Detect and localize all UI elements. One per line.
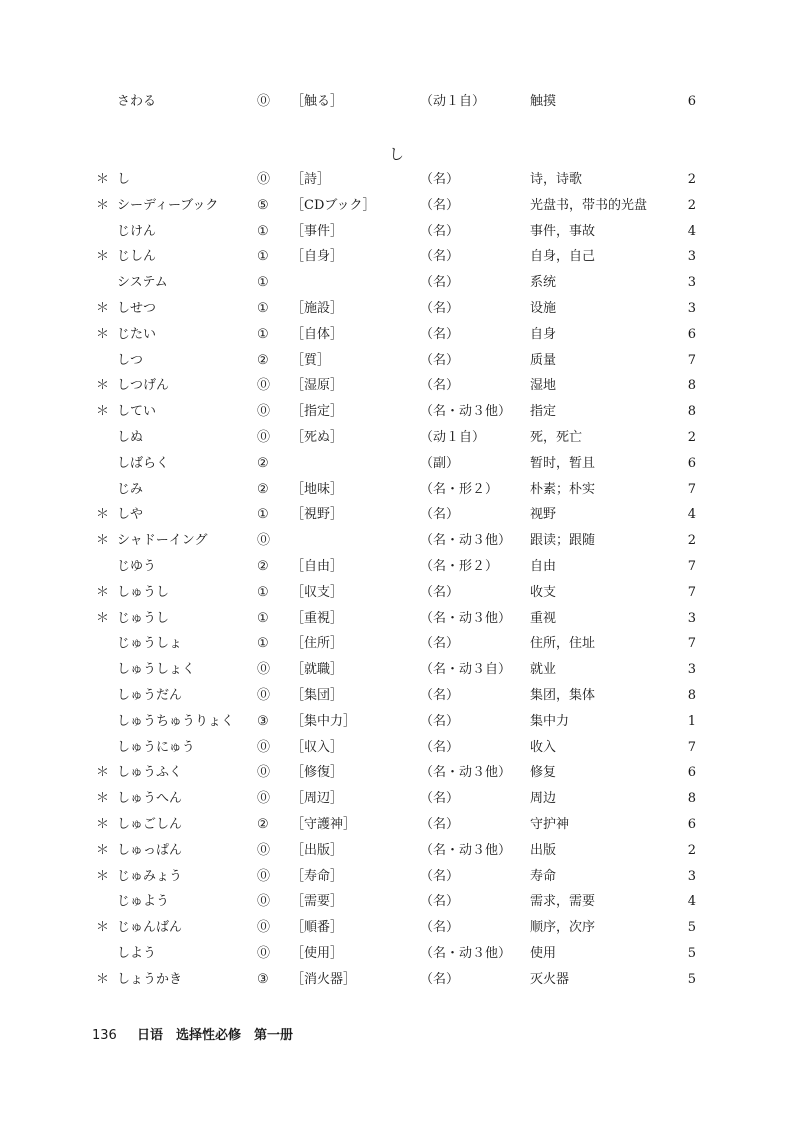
accent-mark: ① [257, 584, 269, 600]
entry-word: しゅうしょく [117, 662, 196, 678]
vocab-entry [0, 322, 800, 348]
accent-mark: ⓪ [257, 430, 271, 445]
part-of-speech: （名） [420, 868, 460, 884]
part-of-speech: （名） [420, 378, 460, 394]
entry-meaning: 就业 [530, 662, 557, 678]
part-of-speech: （名） [420, 817, 460, 832]
entry-kanji: ［自身］ [291, 249, 344, 265]
vocab-entry [0, 967, 800, 993]
star-marker: ＊ [96, 842, 110, 858]
entry-kanji: ［就職］ [291, 662, 344, 678]
accent-mark: ② [257, 817, 269, 832]
entry-word: しゅごしん [117, 817, 183, 832]
accent-mark: ⓪ [257, 920, 271, 936]
entry-word: じみ [117, 481, 144, 497]
page-footer [92, 1024, 293, 1043]
entry-word: じゆう [117, 559, 157, 574]
lesson-number: 6 [687, 326, 696, 342]
entry-word: しつげん [117, 378, 170, 394]
entry-meaning: 事件，事故 [530, 223, 596, 239]
vocab-entry [0, 606, 800, 632]
entry-word: しゅうへん [117, 791, 183, 807]
entry-word: しゅうふく [117, 765, 183, 781]
vocab-entry [0, 528, 800, 554]
entry-meaning: 修复 [530, 765, 557, 781]
entry-meaning: 暂时，暂且 [530, 455, 596, 471]
entry-kanji: ［指定］ [291, 404, 344, 420]
entry-kanji: ［寿命］ [291, 868, 344, 884]
accent-mark: ② [257, 481, 269, 497]
lesson-number: 8 [687, 688, 696, 703]
part-of-speech: （名・动３他） [420, 765, 512, 781]
book-title: 日语 选择性必修 第一册 [136, 1028, 293, 1043]
vocab-entry [0, 838, 800, 864]
entry-word: してい [117, 404, 157, 420]
part-of-speech: （名・动３他） [420, 610, 512, 626]
entry-kanji: ［重視］ [291, 610, 344, 626]
accent-mark: ① [257, 507, 269, 523]
entry-kanji: ［湿原］ [291, 378, 344, 394]
lesson-number: 1 [687, 713, 696, 729]
section-heading: し [389, 145, 405, 163]
accent-mark: ① [257, 249, 269, 265]
entry-word: し [117, 172, 131, 187]
entry-kanji: ［守護神］ [291, 817, 357, 832]
vocab-entry [0, 915, 800, 941]
entry-meaning: 跟读；跟随 [530, 533, 596, 549]
vocab-entry [0, 373, 800, 399]
entry-word: しゅっぱん [117, 842, 183, 858]
part-of-speech: （名） [420, 584, 460, 600]
vocab-entry [0, 889, 800, 915]
part-of-speech: （名） [420, 636, 460, 652]
star-marker: ＊ [96, 301, 110, 316]
entry-meaning: 集中力 [530, 713, 570, 729]
entry-meaning: 朴素；朴实 [530, 481, 596, 497]
part-of-speech: （名・动３他） [420, 842, 512, 858]
entry-kanji: ［集団］ [291, 688, 344, 703]
entry-kanji: ［詩］ [291, 172, 331, 187]
lesson-number: 3 [687, 301, 696, 316]
vocab-entry [0, 167, 800, 193]
entry-kanji: ［質］ [291, 352, 331, 368]
part-of-speech: （名） [420, 713, 460, 729]
accent-mark: ⓪ [257, 894, 271, 910]
lesson-number: 3 [687, 275, 696, 291]
part-of-speech: （名・动３他） [420, 404, 512, 420]
accent-mark: ② [257, 455, 269, 471]
star-marker: ＊ [96, 791, 110, 807]
lesson-number: 5 [687, 946, 696, 961]
vocab-entry [0, 812, 800, 838]
part-of-speech: （名） [420, 249, 460, 265]
entry-word: さわる [117, 94, 157, 109]
accent-mark: ⓪ [257, 765, 271, 781]
entry-word: じゅみょう [117, 868, 183, 884]
entry-meaning: 住所，住址 [530, 636, 596, 652]
part-of-speech: （名・形２） [420, 559, 499, 574]
entry-kanji: ［地味］ [291, 481, 344, 497]
entry-kanji: ［自由］ [291, 559, 344, 574]
accent-mark: ⑤ [257, 197, 269, 213]
entry-meaning: 系统 [530, 275, 557, 291]
lesson-number: 6 [687, 765, 696, 781]
lesson-number: 2 [687, 172, 696, 187]
lesson-number: 3 [687, 610, 696, 626]
star-marker: ＊ [96, 533, 110, 549]
star-marker: ＊ [96, 817, 110, 832]
star-marker: ＊ [96, 765, 110, 781]
part-of-speech: （名・动３自） [420, 662, 512, 678]
star-marker: ＊ [96, 172, 110, 187]
lesson-number: 8 [687, 378, 696, 394]
lesson-number: 2 [687, 533, 696, 549]
accent-mark: ⓪ [257, 739, 271, 755]
vocab-entry [0, 89, 800, 115]
vocab-entry [0, 270, 800, 296]
part-of-speech: （动１自） [420, 430, 486, 445]
entry-meaning: 出版 [530, 842, 557, 858]
accent-mark: ② [257, 352, 269, 368]
entry-meaning: 质量 [530, 352, 557, 368]
star-marker: ＊ [96, 971, 110, 987]
accent-mark: ① [257, 636, 269, 652]
vocab-entry [0, 580, 800, 606]
part-of-speech: （名） [420, 791, 460, 807]
accent-mark: ③ [257, 971, 269, 987]
lesson-number: 7 [687, 481, 696, 497]
part-of-speech: （名） [420, 197, 460, 213]
entry-meaning: 收入 [530, 739, 557, 755]
entry-word: しゅうにゅう [117, 739, 195, 755]
part-of-speech: （动１自） [420, 94, 486, 109]
entry-word: しゅうし [117, 584, 170, 600]
entry-word: じゅんばん [117, 920, 183, 936]
accent-mark: ① [257, 301, 269, 316]
entry-word: しよう [117, 946, 157, 961]
entry-word: しょうかき [117, 971, 183, 987]
entry-kanji: ［事件］ [291, 223, 344, 239]
entry-kanji: ［収支］ [291, 584, 344, 600]
part-of-speech: （名・动３他） [420, 946, 512, 961]
entry-meaning: 顺序，次序 [530, 920, 596, 936]
entry-word: システム [117, 275, 168, 291]
star-marker: ＊ [96, 404, 110, 420]
entry-meaning: 收支 [530, 584, 557, 600]
entry-kanji: ［CDブック］ [291, 197, 376, 213]
entry-kanji: ［需要］ [291, 894, 344, 910]
entry-meaning: 自由 [530, 559, 557, 574]
lesson-number: 7 [687, 352, 696, 368]
entry-kanji: ［住所］ [291, 636, 344, 652]
vocab-entry [0, 554, 800, 580]
entry-word: しゅうだん [117, 688, 183, 703]
vocab-entry [0, 296, 800, 322]
vocab-entry [0, 219, 800, 245]
vocab-entry [0, 631, 800, 657]
accent-mark: ② [257, 559, 269, 574]
lesson-number: 4 [687, 223, 696, 239]
lesson-number: 4 [687, 894, 696, 910]
star-marker: ＊ [96, 507, 110, 523]
entry-word: しばらく [117, 455, 170, 471]
entry-word: シーディーブック [117, 197, 219, 213]
entry-word: じたい [117, 326, 157, 342]
entry-meaning: 湿地 [530, 378, 557, 394]
entry-word: じゅうしょ [117, 636, 183, 652]
star-marker: ＊ [96, 326, 110, 342]
star-marker: ＊ [96, 378, 110, 394]
vocab-entry [0, 657, 800, 683]
accent-mark: ① [257, 275, 269, 291]
lesson-number: 5 [687, 920, 696, 936]
entry-meaning: 死，死亡 [530, 430, 583, 445]
entry-meaning: 守护神 [530, 817, 570, 832]
accent-mark: ⓪ [257, 662, 271, 678]
entry-meaning: 使用 [530, 946, 557, 961]
part-of-speech: （名・形２） [420, 481, 499, 497]
entry-kanji: ［使用］ [291, 946, 344, 961]
entry-kanji: ［消火器］ [291, 971, 357, 987]
accent-mark: ⓪ [257, 172, 271, 187]
entry-meaning: 自身 [530, 326, 557, 342]
lesson-number: 2 [687, 842, 696, 858]
entry-kanji: ［死ぬ］ [291, 430, 344, 445]
entry-meaning: 触摸 [530, 94, 557, 109]
lesson-number: 3 [687, 662, 696, 678]
entry-kanji: ［視野］ [291, 507, 344, 523]
accent-mark: ① [257, 610, 269, 626]
lesson-number: 2 [687, 197, 696, 213]
entry-kanji: ［順番］ [291, 920, 344, 936]
accent-mark: ① [257, 326, 269, 342]
vocab-entry [0, 399, 800, 425]
entry-kanji: ［集中力］ [291, 713, 357, 729]
part-of-speech: （名） [420, 223, 460, 239]
entry-word: じけん [117, 223, 157, 239]
entry-word: しつ [117, 352, 144, 368]
entry-meaning: 自身，自己 [530, 249, 596, 265]
entry-kanji: ［自体］ [291, 326, 344, 342]
lesson-number: 7 [687, 559, 696, 574]
vocab-entry [0, 760, 800, 786]
entry-word: しゅうちゅうりょく [117, 713, 235, 729]
star-marker: ＊ [96, 920, 110, 936]
part-of-speech: （名） [420, 275, 460, 291]
vocab-entry [0, 502, 800, 528]
entry-word: じゅよう [117, 894, 170, 910]
entry-meaning: 周边 [530, 791, 557, 807]
vocab-entry [0, 709, 800, 735]
lesson-number: 7 [687, 636, 696, 652]
entry-word: じゅうし [117, 610, 170, 626]
entry-meaning: 集团，集体 [530, 688, 596, 703]
entry-kanji: ［収入］ [291, 739, 344, 755]
lesson-number: 7 [687, 739, 696, 755]
lesson-number: 7 [687, 584, 696, 600]
page-number: 136 [92, 1028, 117, 1043]
star-marker: ＊ [96, 249, 110, 265]
star-marker: ＊ [96, 868, 110, 884]
lesson-number: 5 [687, 971, 696, 987]
entry-meaning: 重视 [530, 610, 557, 626]
entry-word: シャドーイング [117, 533, 208, 549]
entry-kanji: ［周辺］ [291, 791, 344, 807]
star-marker: ＊ [96, 197, 110, 213]
part-of-speech: （名） [420, 301, 460, 316]
entry-word: しや [117, 507, 144, 523]
part-of-speech: （名） [420, 688, 460, 703]
part-of-speech: （名） [420, 894, 460, 910]
accent-mark: ⓪ [257, 868, 271, 884]
lesson-number: 8 [687, 791, 696, 807]
entry-meaning: 灭火器 [530, 971, 570, 987]
accent-mark: ⓪ [257, 791, 271, 807]
entry-word: しせつ [117, 301, 157, 316]
part-of-speech: （名） [420, 352, 460, 368]
entry-kanji: ［出版］ [291, 842, 344, 858]
lesson-number: 6 [687, 817, 696, 832]
part-of-speech: （名） [420, 739, 460, 755]
accent-mark: ① [257, 223, 269, 239]
entry-kanji: ［修復］ [291, 765, 344, 781]
entry-meaning: 视野 [530, 507, 557, 523]
star-marker: ＊ [96, 610, 110, 626]
vocab-entry [0, 193, 800, 219]
part-of-speech: （名） [420, 172, 460, 187]
lesson-number: 6 [687, 455, 696, 471]
entry-meaning: 光盘书，带书的光盘 [530, 197, 648, 213]
lesson-number: 3 [687, 249, 696, 265]
part-of-speech: （名） [420, 507, 460, 523]
accent-mark: ⓪ [257, 533, 271, 549]
part-of-speech: （名） [420, 971, 460, 987]
entry-meaning: 需求，需要 [530, 894, 596, 910]
entry-kanji: ［施設］ [291, 301, 344, 316]
part-of-speech: （名・动３他） [420, 533, 512, 549]
vocab-entry [0, 477, 800, 503]
accent-mark: ⓪ [257, 842, 271, 858]
entry-word: しぬ [117, 430, 144, 445]
vocab-entry [0, 683, 800, 709]
accent-mark: ⓪ [257, 946, 271, 961]
vocab-entry [0, 348, 800, 374]
vocab-entry [0, 786, 800, 812]
part-of-speech: （名） [420, 326, 460, 342]
part-of-speech: （副） [420, 455, 460, 471]
vocab-entry [0, 735, 800, 761]
accent-mark: ③ [257, 713, 269, 729]
lesson-number: 8 [687, 404, 696, 420]
accent-mark: ⓪ [257, 378, 271, 394]
lesson-number: 3 [687, 868, 696, 884]
entry-meaning: 寿命 [530, 868, 557, 884]
accent-mark: ⓪ [257, 688, 271, 703]
lesson-number: 4 [687, 507, 696, 523]
part-of-speech: （名） [420, 920, 460, 936]
vocab-entry [0, 244, 800, 270]
accent-mark: ⓪ [257, 94, 271, 109]
entry-kanji: ［触る］ [291, 94, 344, 109]
vocab-entry [0, 941, 800, 967]
lesson-number: 2 [687, 430, 696, 445]
vocab-entry [0, 864, 800, 890]
vocab-entry [0, 425, 800, 451]
entry-meaning: 指定 [530, 404, 557, 420]
accent-mark: ⓪ [257, 404, 271, 420]
star-marker: ＊ [96, 584, 110, 600]
vocab-entry [0, 451, 800, 477]
entry-word: じしん [117, 249, 157, 265]
entry-meaning: 诗，诗歌 [530, 172, 583, 187]
lesson-number: 6 [687, 94, 696, 109]
entry-meaning: 设施 [530, 301, 557, 316]
